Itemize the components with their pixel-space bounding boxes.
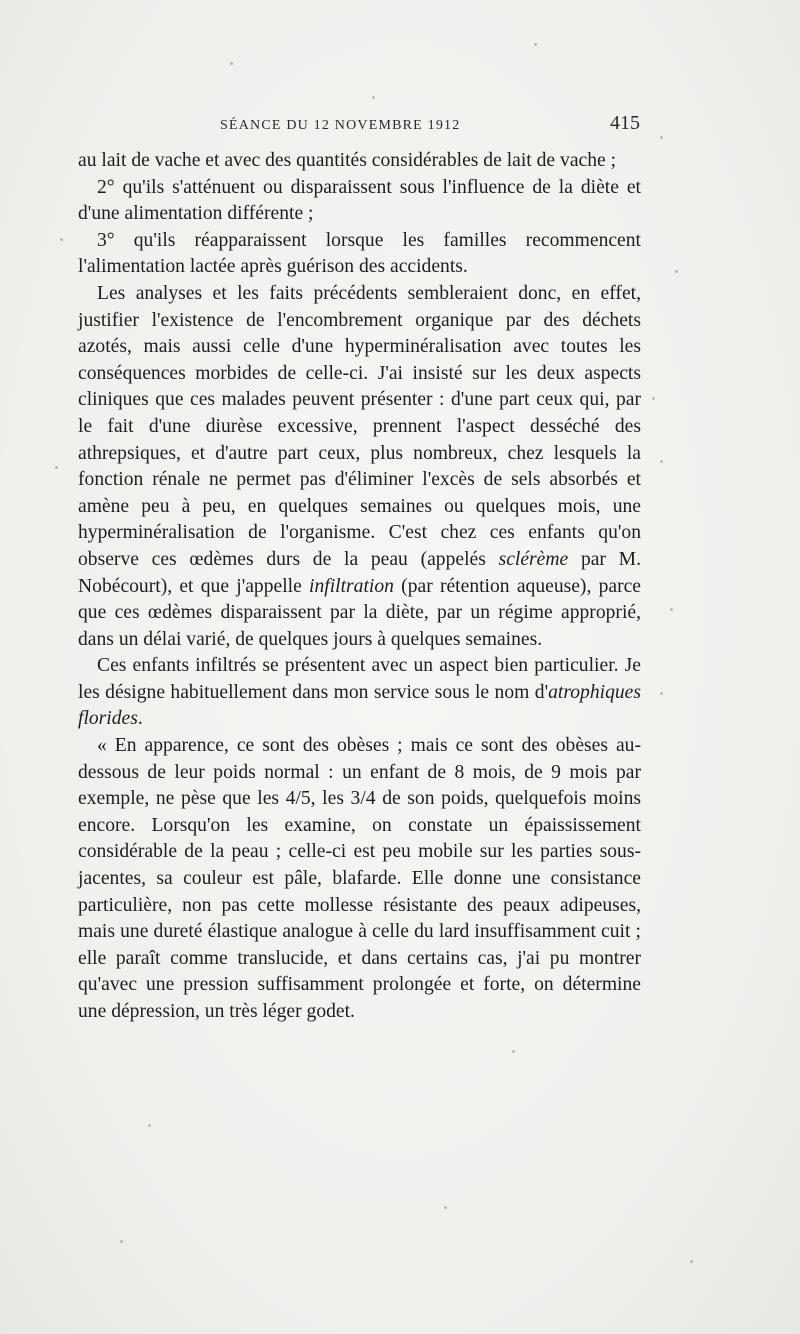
speck <box>652 397 655 400</box>
body-text <box>78 148 641 1026</box>
speck <box>230 62 233 65</box>
speck <box>690 1260 693 1263</box>
page-number: 415 <box>610 112 640 134</box>
speck <box>660 460 663 463</box>
paragraph <box>78 281 641 653</box>
speck <box>120 1240 123 1243</box>
paragraph: 2° qu'ils s'atténuent ou disparaissent sous l'influence de la diète et d'une alimentation différente ; <box>78 176 641 225</box>
text-run: par M. Nobécourt), et que j'appelle <box>78 548 641 597</box>
text-run: Ces enfants infiltrés se présentent avec un aspect bien particulier. Je les désigne habituellement dans mon service sous le nom d' <box>78 655 641 703</box>
speck <box>675 270 678 273</box>
text-run: (par rétention aqueuse), parce que ces œdèmes disparaissent par la diète, par un régime approprié, dans un délai varié, de quelques jours à quelques semaines. <box>78 575 641 650</box>
speck <box>55 466 58 469</box>
speck <box>444 1206 447 1209</box>
text-run: . <box>137 708 143 730</box>
paragraph: au lait de vache et avec des quantités considérables de lait de vache ; <box>78 150 617 171</box>
speck <box>512 1050 515 1053</box>
speck <box>60 238 63 241</box>
speck <box>534 43 537 46</box>
paragraph: 3° qu'ils réapparaissent lorsque les familles recommencent l'alimentation lactée après guérison des accidents. <box>78 229 641 278</box>
italic-term: sclérème <box>498 548 569 570</box>
text-run: Les analyses et les faits précédents sembleraient donc, en effet, justifier l'existence de l'encombrement organique par des déchets azotés, mais aussi celle d'une hyperminéralisation avec toutes les conséquences morbides de celle-ci. J'ai insisté sur les deux aspects cliniques que ces malades peuvent présenter : d'une part ceux qui, par le fait d'une diurèse excessive, prennent l'aspect desséché des athrepsiques, et d'autre part ceux, plus nombreux, chez lesquels la fonction rénale ne permet pas d'éliminer l'excès de sels absorbés et amène peu à peu, en quelques semaines ou quelques mois, une hyperminéralisation de l'organisme. C'est chez ces enfants qu'on observe ces œdèmes durs de la peau (appelés <box>78 282 641 570</box>
speck <box>660 692 663 695</box>
speck <box>148 1124 151 1127</box>
page-header <box>80 100 640 140</box>
italic-term: infiltration <box>309 575 394 597</box>
running-head: SÉANCE DU 12 NOVEMBRE 1912 <box>220 118 461 133</box>
italic-term: atrophiques florides <box>78 681 641 730</box>
paragraph: « En apparence, ce sont des obèses ; mais ce sont des obèses au-dessous de leur poids normal : un enfant de 8 mois, de 9 mois par exemple, ne pèse que les 4/5, les 3/4 de son poids, quelquefois moins encore. Lorsqu'on les examine, on constate un épaississement considérable de la peau ; celle-ci est peu mobile sur les parties sous-jacentes, sa couleur est pâle, blafarde. Elle donne une consistance particulière, non pas cette mollesse résistante des peaux adipeuses, mais une dureté élastique analogue à celle du lard insuffisamment cuit ; elle paraît comme translucide, et dans certains cas, j'ai pu montrer qu'avec une pression suffisamment prolongée et forte, on détermine une dépression, un très léger godet. <box>78 735 641 1022</box>
speck <box>372 96 375 99</box>
speck <box>660 136 663 139</box>
speck <box>670 608 673 611</box>
paragraph <box>78 653 641 733</box>
